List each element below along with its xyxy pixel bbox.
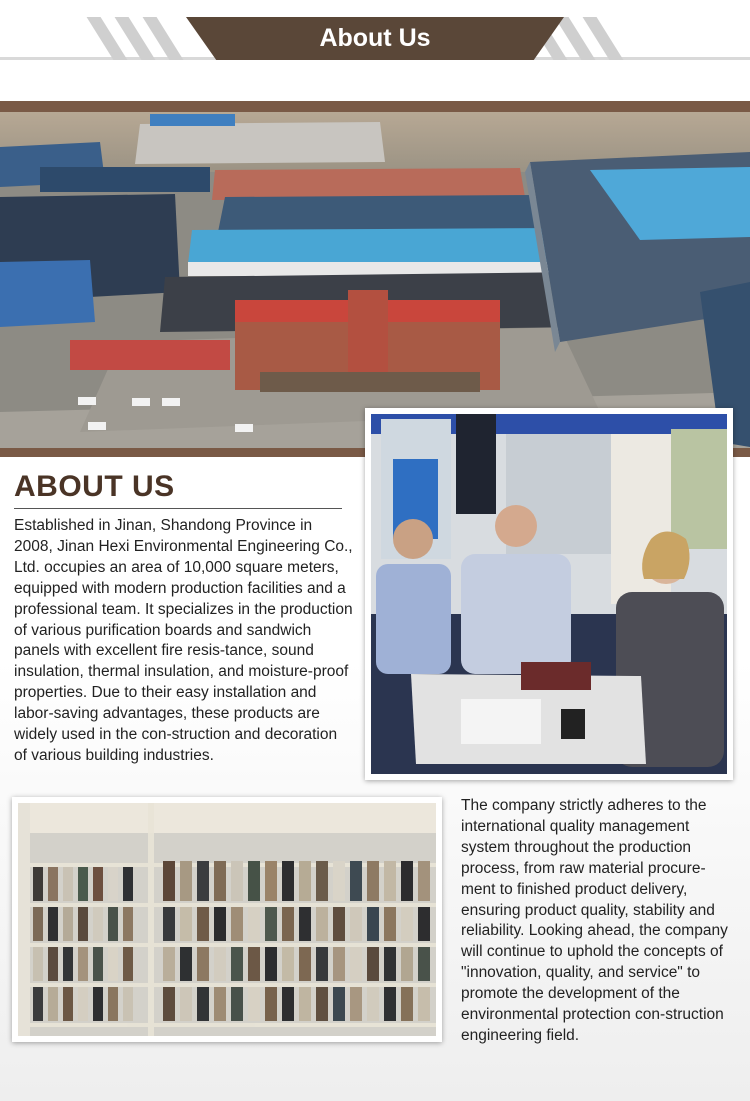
factory-aerial-photo: [0, 112, 750, 452]
about-heading: ABOUT US: [14, 470, 175, 503]
header-banner: [0, 0, 750, 100]
accent-band-top: [0, 101, 750, 112]
exhibition-photo-frame: [365, 408, 733, 780]
product-samples-photo-frame: [12, 797, 442, 1042]
heading-underline: [14, 508, 342, 509]
about-paragraph-2: The company strictly adheres to the international quality management system throughout the production process, from raw material procure-ment to finished product delivery, ensuring product quality, stability and reliability. Looking ahead, the company will continue to uphold the concepts of "innovation, quality, and service" to promote the development of the environmental protection con-struction engineering field.: [461, 797, 728, 1044]
exhibition-photo: [371, 414, 727, 774]
product-samples-photo: [18, 803, 436, 1036]
page-title: About Us: [319, 24, 431, 52]
about-paragraph-1: Established in Jinan, Shandong Province in 2008, Jinan Hexi Environmental Engineering Co., Ltd. occupies an area of 10,000 square meters, equipped with modern production facilities and a professional team. It specializes in the production of various purification boards and sandwich panels with excellent fire resis-tance, sound insulation, thermal insulation, and moisture-proof properties. Due to their easy installation and labor-saving advantages, these products are widely used in the con-struction and decoration of various building industries.: [14, 517, 353, 764]
